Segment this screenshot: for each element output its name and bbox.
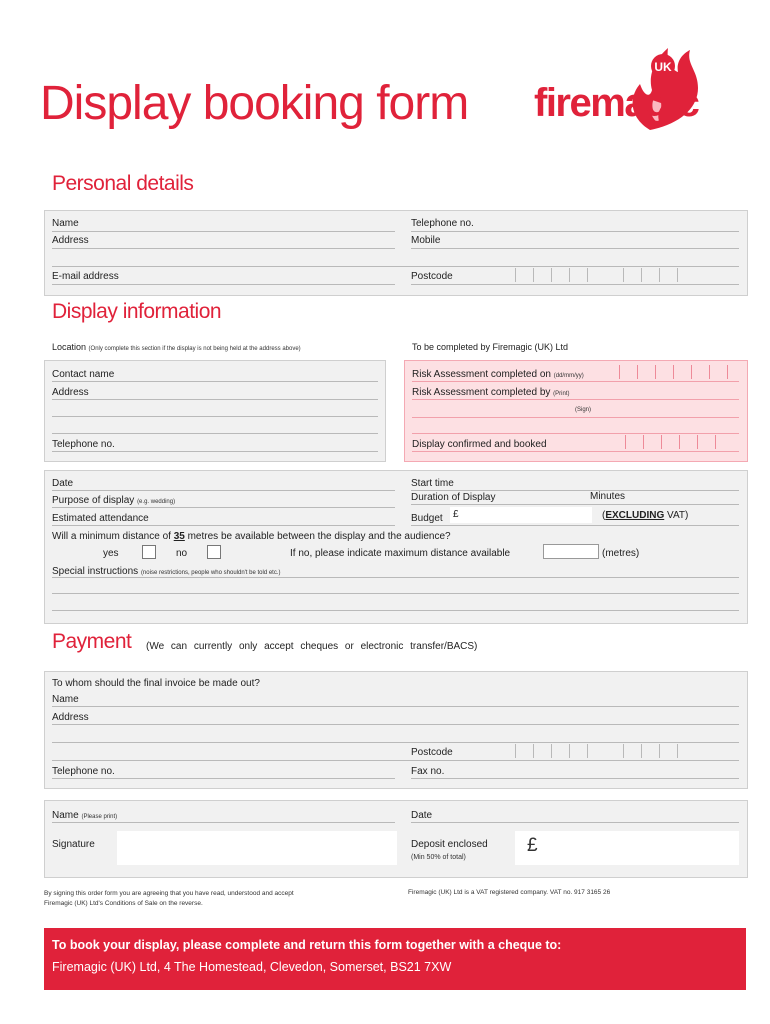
date-box-divider: [619, 365, 620, 379]
print-name-note: (Please print): [81, 814, 118, 820]
distance-question: [52, 531, 451, 542]
postcode-box-divider: [515, 744, 516, 758]
location-address-label: Address: [52, 387, 89, 398]
deposit-currency: £: [527, 835, 538, 856]
location-telephone-label: Telephone no.: [52, 439, 115, 450]
svg-text:firemagic: firemagic: [534, 81, 699, 125]
email-field[interactable]: [52, 284, 395, 285]
postcode-box-divider: [677, 268, 678, 282]
invoice-name-field[interactable]: [52, 706, 739, 707]
sign-date-field[interactable]: [411, 822, 739, 823]
yes-label: yes: [103, 548, 119, 559]
location-address-line-3[interactable]: [52, 433, 378, 434]
deposit-input[interactable]: [515, 831, 739, 865]
sign-date-label: Date: [411, 810, 433, 821]
address-field[interactable]: [52, 248, 395, 249]
special-line-1[interactable]: [52, 577, 739, 578]
date-box-divider: [715, 435, 716, 449]
special-line-3[interactable]: [52, 610, 739, 611]
risk-date-field[interactable]: [412, 381, 739, 382]
location-panel: [44, 360, 386, 462]
signature-input[interactable]: [117, 831, 397, 865]
postcode-box-divider: [641, 268, 642, 282]
footer-banner: [44, 928, 746, 990]
firemagic-logo: [532, 40, 737, 130]
address-label: Address: [52, 235, 89, 246]
display-details-panel: [44, 470, 748, 624]
risk-date-text: Risk Assessment completed on: [412, 369, 551, 380]
confirmed-field[interactable]: [412, 451, 739, 452]
distance-post: metres be available between the display and the audience?: [184, 531, 451, 542]
terms-line-2: Firemagic (UK) Ltd's Conditions of Sale on the reverse.: [44, 900, 203, 907]
excl-word: EXCLUDING: [605, 510, 665, 521]
risk-date-label: [412, 369, 584, 380]
signature-panel: [44, 800, 748, 878]
postcode-field[interactable]: [411, 284, 739, 285]
excluding-vat: [602, 510, 688, 521]
special-label: [52, 566, 281, 577]
postcode-box-divider: [623, 744, 624, 758]
date-box-divider: [697, 435, 698, 449]
special-note: (noise restrictions, people who shouldn't be told etc.): [140, 570, 281, 576]
attendance-field[interactable]: [52, 525, 395, 526]
yes-checkbox[interactable]: [142, 545, 156, 559]
minutes-label: Minutes: [590, 491, 626, 502]
telephone-label: Telephone no.: [411, 218, 474, 229]
postcode-box-divider: [587, 744, 588, 758]
location-telephone-field[interactable]: [52, 451, 378, 452]
postcode-box-divider: [569, 744, 570, 758]
name-field[interactable]: [52, 231, 395, 232]
mobile-label: Mobile: [411, 235, 441, 246]
invoice-postcode-field[interactable]: [52, 760, 739, 761]
start-time-label: Start time: [411, 478, 454, 489]
distance-pre: Will a minimum distance of: [52, 531, 174, 542]
start-time-field[interactable]: [411, 490, 739, 491]
date-box-divider: [679, 435, 680, 449]
personal-details-panel: [44, 210, 748, 296]
date-box-divider: [637, 365, 638, 379]
invoice-postcode-label: Postcode: [411, 747, 453, 758]
mobile-field[interactable]: [411, 248, 739, 249]
purpose-note: (e.g. wedding): [137, 499, 176, 505]
invoice-address-label: Address: [52, 712, 89, 723]
location-label: [52, 342, 301, 352]
invoice-telephone-label: Telephone no.: [52, 766, 115, 777]
vat-text: Firemagic (UK) Ltd is a VAT registered company. VAT no. 917 3165 26: [408, 889, 611, 896]
print-name-text: Name: [52, 810, 79, 821]
special-text: Special instructions: [52, 566, 139, 577]
date-box-divider: [709, 365, 710, 379]
confirmed-label: Display confirmed and booked: [412, 439, 547, 450]
contact-name-label: Contact name: [52, 369, 115, 380]
postcode-box-divider: [641, 744, 642, 758]
contact-name-field[interactable]: [52, 381, 378, 382]
email-label: E-mail address: [52, 271, 119, 282]
purpose-text: Purpose of display: [52, 495, 135, 506]
attendance-label: Estimated attendance: [52, 513, 149, 524]
excl-close: VAT): [664, 510, 689, 521]
purpose-field[interactable]: [52, 507, 395, 508]
date-label: Date: [52, 478, 74, 489]
duration-field[interactable]: [411, 504, 739, 505]
risk-by-note: (Print): [553, 391, 570, 397]
if-no-label: If no, please indicate maximum distance available: [290, 548, 511, 559]
budget-currency: £: [453, 509, 459, 520]
location-address-line-2[interactable]: [52, 416, 378, 417]
telephone-field[interactable]: [411, 231, 739, 232]
metres-label: (metres): [602, 548, 640, 559]
name-label: Name: [52, 218, 79, 229]
date-box-divider: [625, 435, 626, 449]
print-name-label: [52, 810, 117, 821]
svg-text:UK: UK: [654, 60, 672, 74]
page-title: Display booking form: [40, 77, 469, 130]
firemagic-office-panel: [404, 360, 748, 462]
duration-label: Duration of Display: [411, 492, 496, 503]
postcode-box-divider: [551, 268, 552, 282]
terms-text: [44, 889, 294, 909]
postcode-box-divider: [587, 268, 588, 282]
footer-line-2: Firemagic (UK) Ltd, 4 The Homestead, Clevedon, Somerset, BS21 7XW: [52, 960, 452, 974]
invoice-address-line-2[interactable]: [52, 742, 739, 743]
postcode-box-divider: [551, 744, 552, 758]
postcode-box-divider: [515, 268, 516, 282]
postcode-box-divider: [677, 744, 678, 758]
firemagic-only-note: To be completed by Firemagic (UK) Ltd: [412, 342, 569, 352]
no-checkbox[interactable]: [207, 545, 221, 559]
date-box-divider: [643, 435, 644, 449]
date-box-divider: [691, 365, 692, 379]
invoice-question: To whom should the final invoice be made out?: [52, 678, 260, 689]
risk-date-note: (dd/mm/yy): [553, 373, 584, 379]
deposit-label: Deposit enclosed: [411, 839, 488, 850]
risk-by-sign-field[interactable]: [412, 417, 739, 418]
risk-by-text: Risk Assessment completed by: [412, 387, 551, 398]
max-distance-input[interactable]: [543, 544, 599, 559]
display-information-heading: Display information: [52, 300, 222, 323]
location-text: Location: [52, 342, 87, 352]
invoice-telephone-field[interactable]: [52, 778, 395, 779]
date-box-divider: [661, 435, 662, 449]
postcode-box-divider: [659, 744, 660, 758]
postcode-box-divider: [569, 268, 570, 282]
date-box-divider: [673, 365, 674, 379]
invoice-fax-label: Fax no.: [411, 766, 445, 777]
excl-open: (: [602, 510, 606, 521]
location-address-field[interactable]: [52, 399, 378, 400]
location-note: (Only complete this section if the display is not being held at the address above): [88, 346, 301, 352]
deposit-note: (Min 50% of total): [411, 854, 466, 861]
terms-line-1: By signing this order form you are agreeing that you have read, understood and accept: [44, 890, 294, 897]
office-extra-line: [412, 433, 739, 434]
address-line-2[interactable]: [52, 266, 739, 267]
postcode-box-divider: [533, 744, 534, 758]
signature-label: Signature: [52, 839, 95, 850]
budget-label: Budget: [411, 513, 443, 524]
postcode-box-divider: [623, 268, 624, 282]
risk-by-print-field[interactable]: [412, 399, 739, 400]
invoice-address-field[interactable]: [52, 724, 739, 725]
date-box-divider: [655, 365, 656, 379]
invoice-name-label: Name: [52, 694, 79, 705]
distance-number: 35: [173, 531, 185, 542]
special-line-2[interactable]: [52, 593, 739, 594]
payment-heading: Payment: [52, 630, 132, 653]
budget-input[interactable]: [450, 507, 592, 523]
invoice-fax-field[interactable]: [411, 778, 739, 779]
postcode-label: Postcode: [411, 271, 453, 282]
personal-details-heading: Personal details: [52, 172, 194, 195]
date-box-divider: [727, 365, 728, 379]
invoice-panel: [44, 671, 748, 789]
postcode-box-divider: [659, 268, 660, 282]
footer-line-1: To book your display, please complete and return this form together with a cheque to:: [52, 938, 562, 952]
no-label: no: [176, 548, 188, 559]
sign-note: (Sign): [575, 407, 592, 413]
date-field[interactable]: [52, 490, 395, 491]
payment-note: (We can currently only accept cheques or electronic transfer/BACS): [146, 641, 478, 652]
purpose-label: [52, 495, 175, 506]
budget-line: [411, 525, 739, 526]
postcode-box-divider: [533, 268, 534, 282]
risk-by-label: [412, 387, 570, 398]
print-name-field[interactable]: [52, 822, 395, 823]
